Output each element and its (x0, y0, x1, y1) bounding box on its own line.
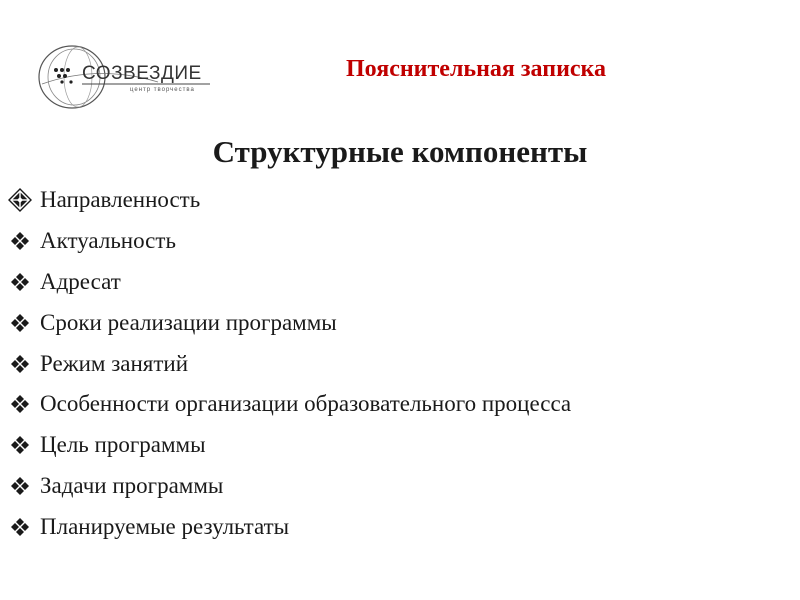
list-item-label: Сроки реализации программы (40, 309, 337, 335)
diamond-bullet-icon (8, 474, 32, 498)
list-item (8, 384, 571, 425)
list-item-label: Направленность (40, 187, 201, 213)
components-list (8, 180, 571, 547)
diamond-bullet-icon (8, 352, 32, 376)
list-item (8, 180, 571, 221)
logo-tagline: центр творчества (130, 87, 195, 93)
diamond-bullet-icon (8, 515, 32, 539)
list-item-label: Режим занятий (40, 350, 189, 376)
diamond-bullet-icon (8, 311, 32, 335)
page-title: Пояснительная записка (346, 56, 607, 82)
diamond-bullet-icon (8, 392, 32, 416)
logo-name: СОЗВЕЗДИЕ (82, 63, 202, 84)
list-item (8, 221, 571, 262)
list-item (8, 262, 571, 303)
list-item (8, 506, 571, 547)
list-item (8, 466, 571, 507)
logo (38, 44, 218, 110)
list-item (8, 425, 571, 466)
list-item-label: Цель программы (40, 432, 206, 458)
diamond-bullet-icon (8, 229, 32, 253)
list-item-label: Особенности организации образовательного процесса (40, 391, 572, 417)
list-item-label: Адресат (40, 268, 121, 294)
list-item-label: Планируемые результаты (40, 513, 290, 539)
list-item (8, 302, 571, 343)
diamond-bullet-icon (8, 433, 32, 457)
section-heading: Структурные компоненты (212, 134, 588, 169)
diamond-bullet-icon (8, 270, 32, 294)
list-item (8, 343, 571, 384)
ornate-diamond-icon (8, 188, 32, 212)
list-item-label: Актуальность (40, 228, 176, 254)
list-item-label: Задачи программы (40, 472, 224, 498)
